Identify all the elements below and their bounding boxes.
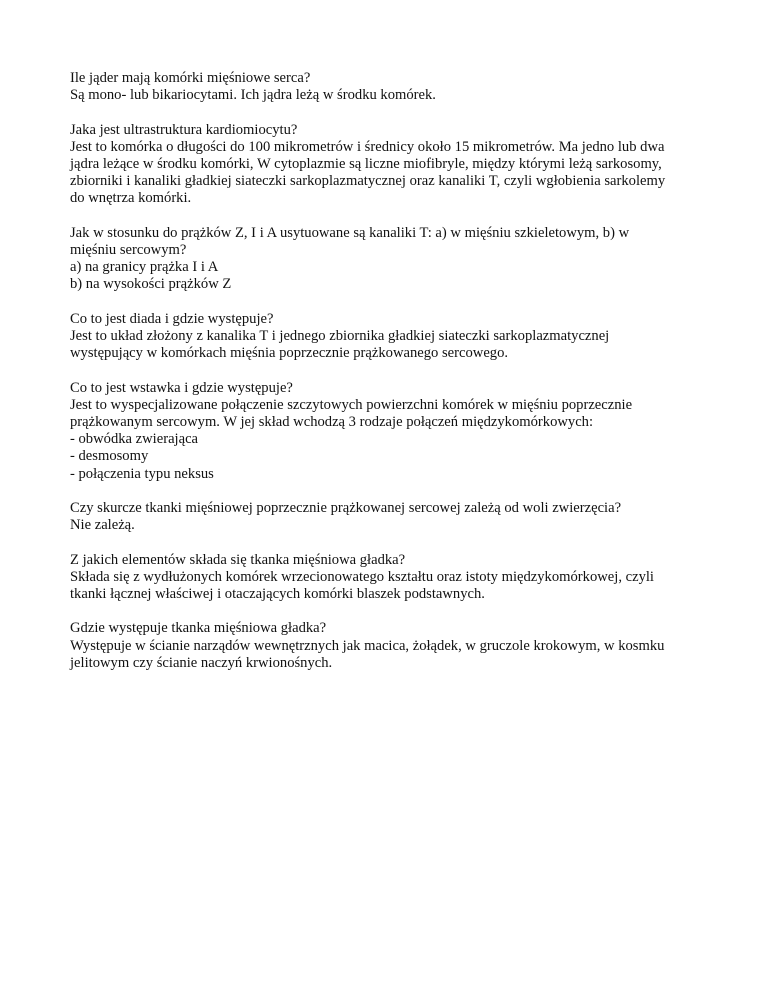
list-item: - desmosomy: [70, 448, 149, 465]
qa-block-smooth-muscle-elements: [70, 552, 690, 604]
qa-block-t-tubules: [70, 225, 690, 294]
answer-text: występujący w komórkach mięśnia poprzecznie prążkowanego sercowego.: [70, 345, 509, 362]
qa-block-diad: [70, 311, 690, 363]
answer-text: Jest to komórka o długości do 100 mikrometrów i średnicy około 15 mikrometrów. Ma jedno lub dwa: [70, 138, 665, 155]
answer-text: zbiorniki i kanaliki gładkiej siateczki sarkoplazmatycznej oraz kanaliki T, czyli wgłobienia sarkolemy: [70, 173, 666, 190]
qa-block-nuclei: [70, 70, 690, 104]
answer-text: Są mono- lub bikariocytami. Ich jądra leżą w środku komórek.: [70, 87, 436, 104]
answer-text: jelitowym czy ścianie naczyń krwionośnych.: [70, 654, 333, 671]
question-text: Ile jąder mają komórki mięśniowe serca?: [70, 70, 311, 86]
qa-block-ultrastructure: [70, 122, 690, 208]
answer-text: Jest to układ złożony z kanalika T i jednego zbiornika gładkiej siateczki sarkoplazmatycznej: [70, 328, 610, 344]
question-text: Jak w stosunku do prążków Z, I i A usytuowane są kanaliki T: a) w mięśniu szkieletowym, b) w: [70, 224, 630, 241]
list-item: - połączenia typu neksus: [70, 465, 214, 482]
answer-text: Występuje w ścianie narządów wewnętrznych jak macica, żołądek, w gruczole krokowym, w kosmku: [70, 637, 665, 654]
question-text: Co to jest diada i gdzie występuje?: [70, 310, 274, 327]
qa-block-smooth-muscle-location: [70, 620, 690, 672]
answer-text: b) na wysokości prążków Z: [70, 276, 232, 293]
question-text: Z jakich elementów składa się tkanka mięśniowa gładka?: [70, 551, 406, 568]
list-item: - obwódka zwierająca: [70, 431, 199, 448]
answer-text: Składa się z wydłużonych komórek wrzecionowatego kształtu oraz istoty międzykomórkowej, czyli: [70, 568, 654, 585]
question-text: Czy skurcze tkanki mięśniowej poprzecznie prążkowanej sercowej zależą od woli zwierzęcia?: [70, 500, 622, 516]
question-text: Co to jest wstawka i gdzie występuje?: [70, 379, 293, 396]
question-text: Gdzie występuje tkanka mięśniowa gładka?: [70, 620, 327, 637]
document-page: [70, 70, 690, 689]
answer-text: do wnętrza komórki.: [70, 190, 192, 207]
answer-text: jądra leżące w środku komórki, W cytoplazmie są liczne miofibryle, między którymi leżą sarkosomy,: [70, 156, 662, 172]
question-text: Jaka jest ultrastruktura kardiomiocytu?: [70, 121, 298, 138]
qa-block-intercalated-disc: [70, 380, 690, 483]
qa-block-voluntary-control: [70, 500, 690, 534]
answer-text: Nie zależą.: [70, 517, 135, 534]
answer-text: prążkowanym sercowym. W jej skład wchodzą 3 rodzaje połączeń międzykomórkowych:: [70, 414, 594, 430]
answer-text: tkanki łącznej właściwej i otaczających komórki blaszek podstawnych.: [70, 586, 485, 602]
answer-text: Jest to wyspecjalizowane połączenie szczytowych powierzchni komórek w mięśniu poprzecznie: [70, 396, 633, 413]
answer-text: a) na granicy prążka I i A: [70, 259, 219, 276]
question-text: mięśniu sercowym?: [70, 242, 187, 258]
